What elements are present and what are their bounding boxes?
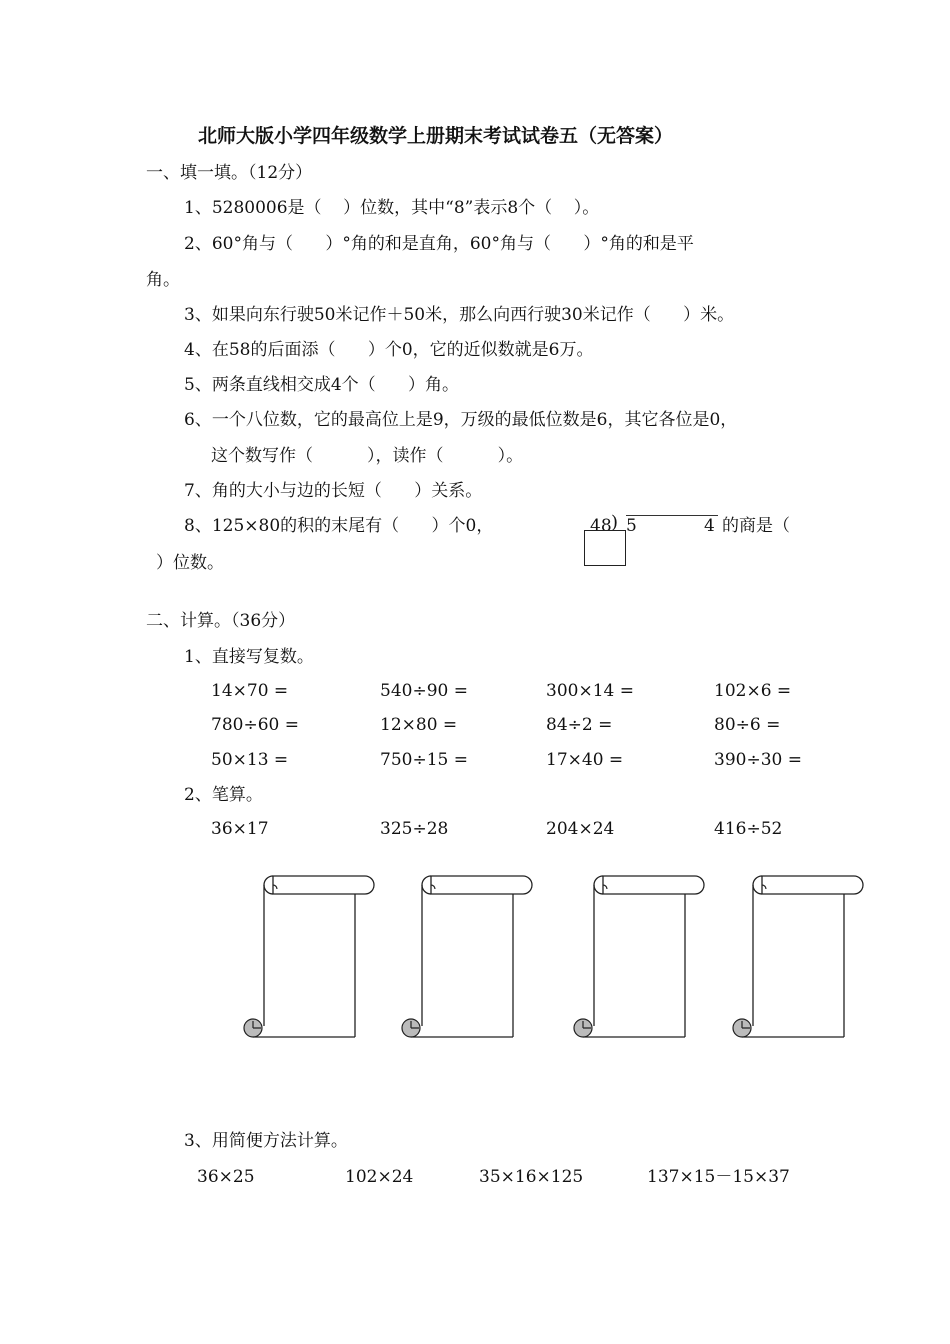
written-problem: 36×17 (211, 819, 269, 839)
oral-problem: 14×70 = (211, 681, 289, 701)
question-1: 1、5280006是（ ）位数，其中“8”表示8个（ ）。 (184, 198, 600, 218)
simple-problem: 102×24 (345, 1167, 414, 1187)
question-2-line2: 角。 (146, 270, 180, 290)
question-8-line2: ）位数。 (156, 553, 224, 573)
dividend-digit-1: 5 (626, 516, 637, 536)
oral-problem: 390÷30 = (714, 750, 802, 770)
written-problem: 325÷28 (380, 819, 449, 839)
question-8-line1: 8、125×80的积的末尾有（ ）个0， (184, 516, 494, 536)
question-5: 5、两条直线相交成4个（ ）角。 (184, 375, 460, 395)
question-3: 3、如果向东行驶50米记作＋50米，那么向西行驶30米记作（ ）米。 (184, 305, 735, 325)
written-problem: 416÷52 (714, 819, 783, 839)
oral-problem: 540÷90 = (380, 681, 468, 701)
division-divisor: 48 (590, 516, 612, 536)
division-bracket: ) (611, 512, 619, 533)
section2-heading: 二、计算。（36分） (146, 611, 296, 631)
question-8-tail: 的商是（ (722, 516, 790, 536)
oral-problem: 780÷60 = (211, 715, 299, 735)
question-2-line1: 2、60°角与（ ）°角的和是直角，60°角与（ ）°角的和是平 (184, 234, 694, 254)
dividend-digit-2: 4 (704, 516, 715, 536)
question-6-line2: 这个数写作（ ），读作（ ）。 (211, 446, 524, 466)
section1-heading: 一、填一填。（12分） (146, 163, 313, 183)
oral-problem: 300×14 = (546, 681, 634, 701)
sub2-heading: 2、笔算。 (184, 785, 263, 805)
question-4: 4、在58的后面添（ ）个0，它的近似数就是6万。 (184, 340, 594, 360)
blank-square[interactable] (584, 530, 626, 566)
oral-problem: 80÷6 = (714, 715, 781, 735)
oral-problem: 12×80 = (380, 715, 458, 735)
written-problem: 204×24 (546, 819, 615, 839)
oral-problem: 102×6 = (714, 681, 792, 701)
oral-problem: 84÷2 = (546, 715, 613, 735)
question-6-line1: 6、一个八位数，它的最高位上是9，万级的最低位数是6，其它各位是0， (184, 410, 738, 430)
scroll-workspace-1[interactable] (243, 874, 375, 1040)
scroll-workspace-3[interactable] (573, 874, 705, 1040)
simple-problem: 36×25 (197, 1167, 255, 1187)
oral-problem: 17×40 = (546, 750, 624, 770)
scroll-workspace-4[interactable] (732, 874, 864, 1040)
sub1-heading: 1、直接写复数。 (184, 647, 314, 667)
oral-problem: 750÷15 = (380, 750, 468, 770)
oral-problem: 50×13 = (211, 750, 289, 770)
sub3-heading: 3、用简便方法计算。 (184, 1131, 348, 1151)
page-title: 北师大版小学四年级数学上册期末考试试卷五（无答案） (198, 125, 674, 147)
scroll-workspace-2[interactable] (401, 874, 533, 1040)
simple-problem: 137×15－15×37 (647, 1167, 790, 1187)
question-7: 7、角的大小与边的长短（ ）关系。 (184, 481, 483, 501)
simple-problem: 35×16×125 (479, 1167, 584, 1187)
